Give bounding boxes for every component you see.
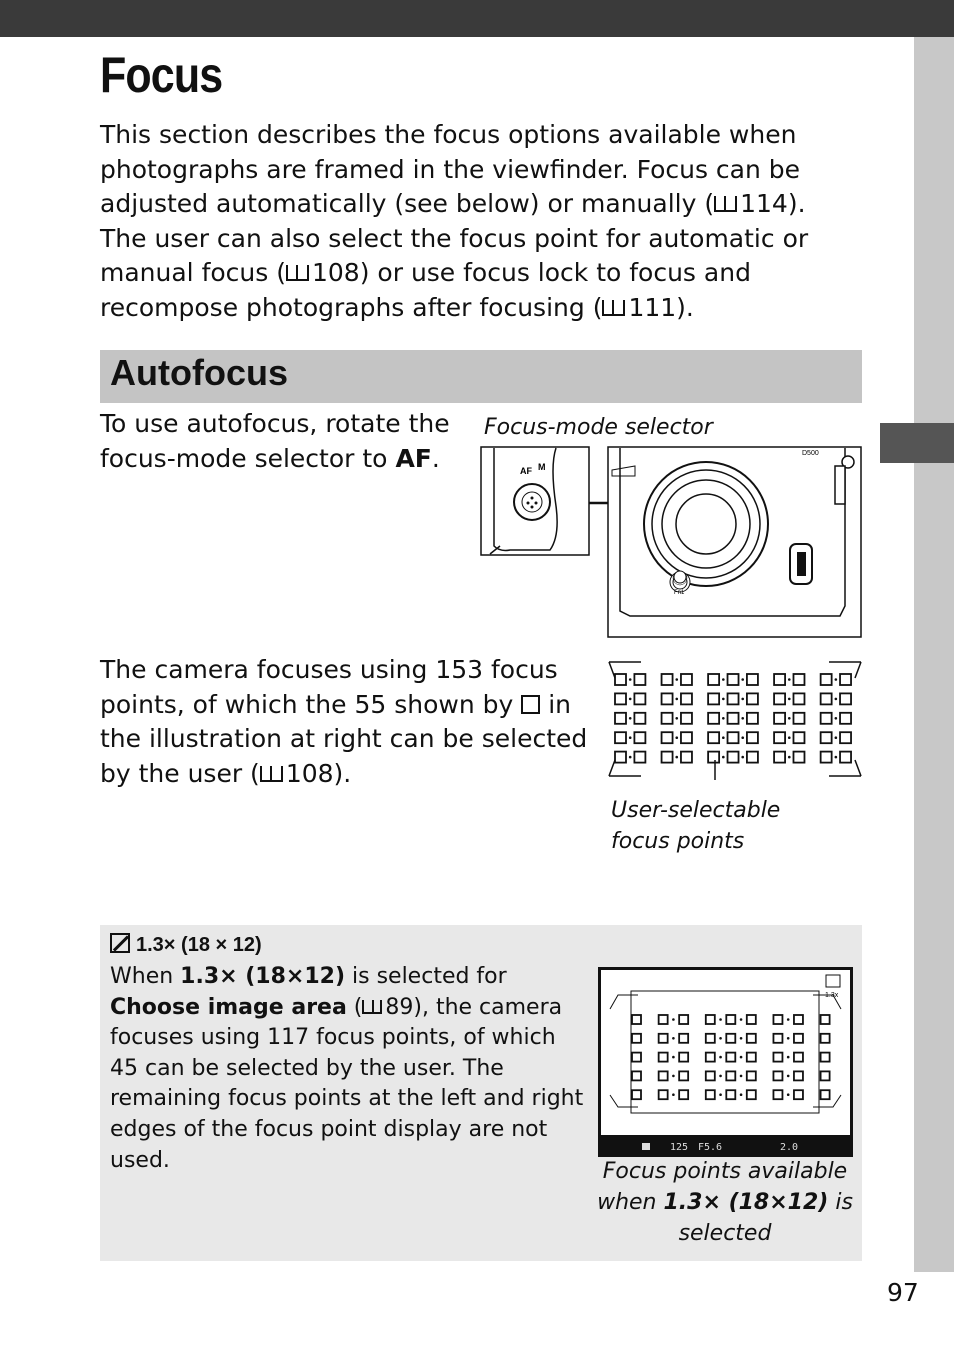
focus-point (747, 752, 758, 763)
af-mark: AF (520, 466, 532, 476)
focus-point (662, 752, 673, 763)
focus-point (615, 752, 626, 763)
focus-point-dot (672, 1075, 675, 1078)
viewfinder-illustration (598, 967, 853, 1157)
focus-point (634, 713, 645, 724)
focus-point-dot (719, 1075, 722, 1078)
focus-point-dot (835, 756, 838, 759)
focus-point-dot (722, 678, 725, 681)
focus-point (662, 674, 673, 685)
chapter-tab (880, 423, 954, 463)
focus-point-dot (741, 678, 744, 681)
focus-point (634, 752, 645, 763)
autofocus-paragraph: To use autofocus, rotate the focus-mode selector to AF. (100, 409, 450, 473)
focus-point-dot (787, 1093, 790, 1096)
focus-point (774, 732, 785, 743)
focus-point-dot (629, 736, 632, 739)
book-icon (260, 766, 283, 782)
focus-point (615, 732, 626, 743)
book-icon (714, 196, 737, 212)
focus-point-dot (722, 717, 725, 720)
focus-point-dot (629, 698, 632, 701)
focus-point-dot (629, 678, 632, 681)
note-box (100, 925, 862, 1261)
focus-point-dot (788, 736, 791, 739)
focus-point (615, 674, 626, 685)
focus-point (728, 732, 739, 743)
focus-point-dot (675, 698, 678, 701)
focus-point-dot (740, 1018, 743, 1021)
focus-point-dot (740, 1056, 743, 1059)
page-title: Focus (100, 47, 223, 103)
focus-point (681, 674, 692, 685)
focus-point (634, 674, 645, 685)
top-bar (0, 0, 954, 37)
focus-point (662, 713, 673, 724)
focus-point (708, 713, 719, 724)
focus-point (728, 674, 739, 685)
focus-point (728, 752, 739, 763)
focus-point-grid (605, 660, 865, 780)
focus-point-dot (741, 736, 744, 739)
focus-point-dot (788, 717, 791, 720)
focus-point (708, 693, 719, 704)
focus-points-paragraph: The camera focuses using 153 focus points, of which the 55 shown by in the illustration at right can be selected by the user ( 108). (100, 655, 588, 788)
focus-point (681, 693, 692, 704)
focus-point (634, 732, 645, 743)
focus-point (708, 732, 719, 743)
viewfinder-caption: Focus points available when 1.3× (18×12) is selected (597, 1159, 853, 1246)
focus-point (840, 674, 851, 685)
focus-point-square-icon (521, 695, 540, 714)
focus-point (821, 693, 832, 704)
focus-point (747, 693, 758, 704)
focus-point (774, 674, 785, 685)
svg-text:125: 125 (670, 1142, 689, 1153)
book-icon (602, 300, 625, 316)
section-header (100, 350, 862, 403)
intro-paragraph: This section describes the focus options available when photographs are framed in the viewfinder. Focus can be adjusted automatically (see below) or manually ( 114). The user can also select the focus point for automatic or manual focus ( 108) or use focus lock to focus and recompose photographs after focusing ( 111). (100, 120, 809, 322)
focus-point-dot (788, 678, 791, 681)
focus-point-dot (787, 1018, 790, 1021)
focus-point-dot (672, 1093, 675, 1096)
focus-point-dot (722, 698, 725, 701)
focus-point (728, 693, 739, 704)
focus-point-dot (719, 1093, 722, 1096)
focus-point (793, 693, 804, 704)
side-margin-bar (914, 37, 954, 1272)
focus-point-dot (740, 1093, 743, 1096)
focus-point-dot (675, 717, 678, 720)
svg-text:F5.6: F5.6 (698, 1142, 723, 1153)
focus-point-dot (629, 717, 632, 720)
book-icon (362, 1000, 382, 1014)
focus-point-dot (675, 678, 678, 681)
focus-point-dot (788, 698, 791, 701)
svg-text:Fn1: Fn1 (674, 590, 685, 596)
focus-point (747, 732, 758, 743)
focus-point-dot (835, 698, 838, 701)
camera-illustration (480, 446, 864, 640)
focus-point (821, 732, 832, 743)
focus-point-dot (787, 1075, 790, 1078)
focus-point (681, 752, 692, 763)
focus-point (774, 752, 785, 763)
svg-text:D500: D500 (802, 450, 819, 457)
page-number: 97 (887, 1278, 919, 1307)
focus-point (774, 713, 785, 724)
pencil-icon (110, 933, 130, 953)
focus-point (681, 732, 692, 743)
focus-point-dot (835, 717, 838, 720)
focus-point (840, 693, 851, 704)
focus-point (662, 693, 673, 704)
focus-point (708, 752, 719, 763)
viewfinder-display (598, 967, 853, 1157)
focus-point (840, 732, 851, 743)
focus-points-caption: User-selectable focus points (611, 798, 781, 854)
svg-text:2.0: 2.0 (780, 1142, 799, 1153)
focus-point-dot (835, 678, 838, 681)
af-label: AF (395, 444, 432, 473)
focus-point-dot (719, 1056, 722, 1059)
focus-point-dot (740, 1037, 743, 1040)
focus-point (793, 732, 804, 743)
note-title: 1.3× (18 × 12) (110, 933, 262, 957)
focus-point-dot (787, 1056, 790, 1059)
focus-point (821, 713, 832, 724)
focus-point (793, 713, 804, 724)
section-title: Autofocus (110, 352, 288, 393)
focus-point (615, 693, 626, 704)
focus-point-dot (675, 736, 678, 739)
focus-point (840, 713, 851, 724)
focus-point (708, 674, 719, 685)
focus-point-dot (741, 698, 744, 701)
note-text: When 1.3× (18×12) is selected for Choose image area ( 89), the camera focuses using 117 focus points, of which 45 can be selected by the user. The remaining focus points at the left and right edges of the focus point display are not used. (110, 964, 584, 1173)
focus-point-dot (719, 1018, 722, 1021)
book-icon (286, 265, 309, 281)
focus-point-dot (722, 736, 725, 739)
focus-point (821, 674, 832, 685)
focus-point (793, 752, 804, 763)
m-mark: M (538, 462, 546, 472)
focus-point-dot (675, 756, 678, 759)
focus-point-dot (740, 1075, 743, 1078)
focus-mode-selector-caption: Focus-mode selector (484, 415, 713, 440)
focus-point-dot (835, 736, 838, 739)
focus-point-dot (788, 756, 791, 759)
focus-point-dot (672, 1037, 675, 1040)
focus-point (681, 713, 692, 724)
focus-point (821, 752, 832, 763)
focus-point-dot (741, 756, 744, 759)
focus-point-dot (741, 717, 744, 720)
focus-point-dot (722, 756, 725, 759)
focus-point-dot (787, 1037, 790, 1040)
focus-point (747, 674, 758, 685)
focus-point (793, 674, 804, 685)
focus-point (747, 713, 758, 724)
focus-point-dot (719, 1037, 722, 1040)
focus-point (634, 693, 645, 704)
focus-point (662, 732, 673, 743)
focus-point-dot (672, 1018, 675, 1021)
svg-text:1.3x: 1.3x (825, 992, 839, 999)
focus-point (840, 752, 851, 763)
focus-point (615, 713, 626, 724)
focus-point-dot (629, 756, 632, 759)
focus-point (728, 713, 739, 724)
focus-point (774, 693, 785, 704)
focus-point-dot (672, 1056, 675, 1059)
